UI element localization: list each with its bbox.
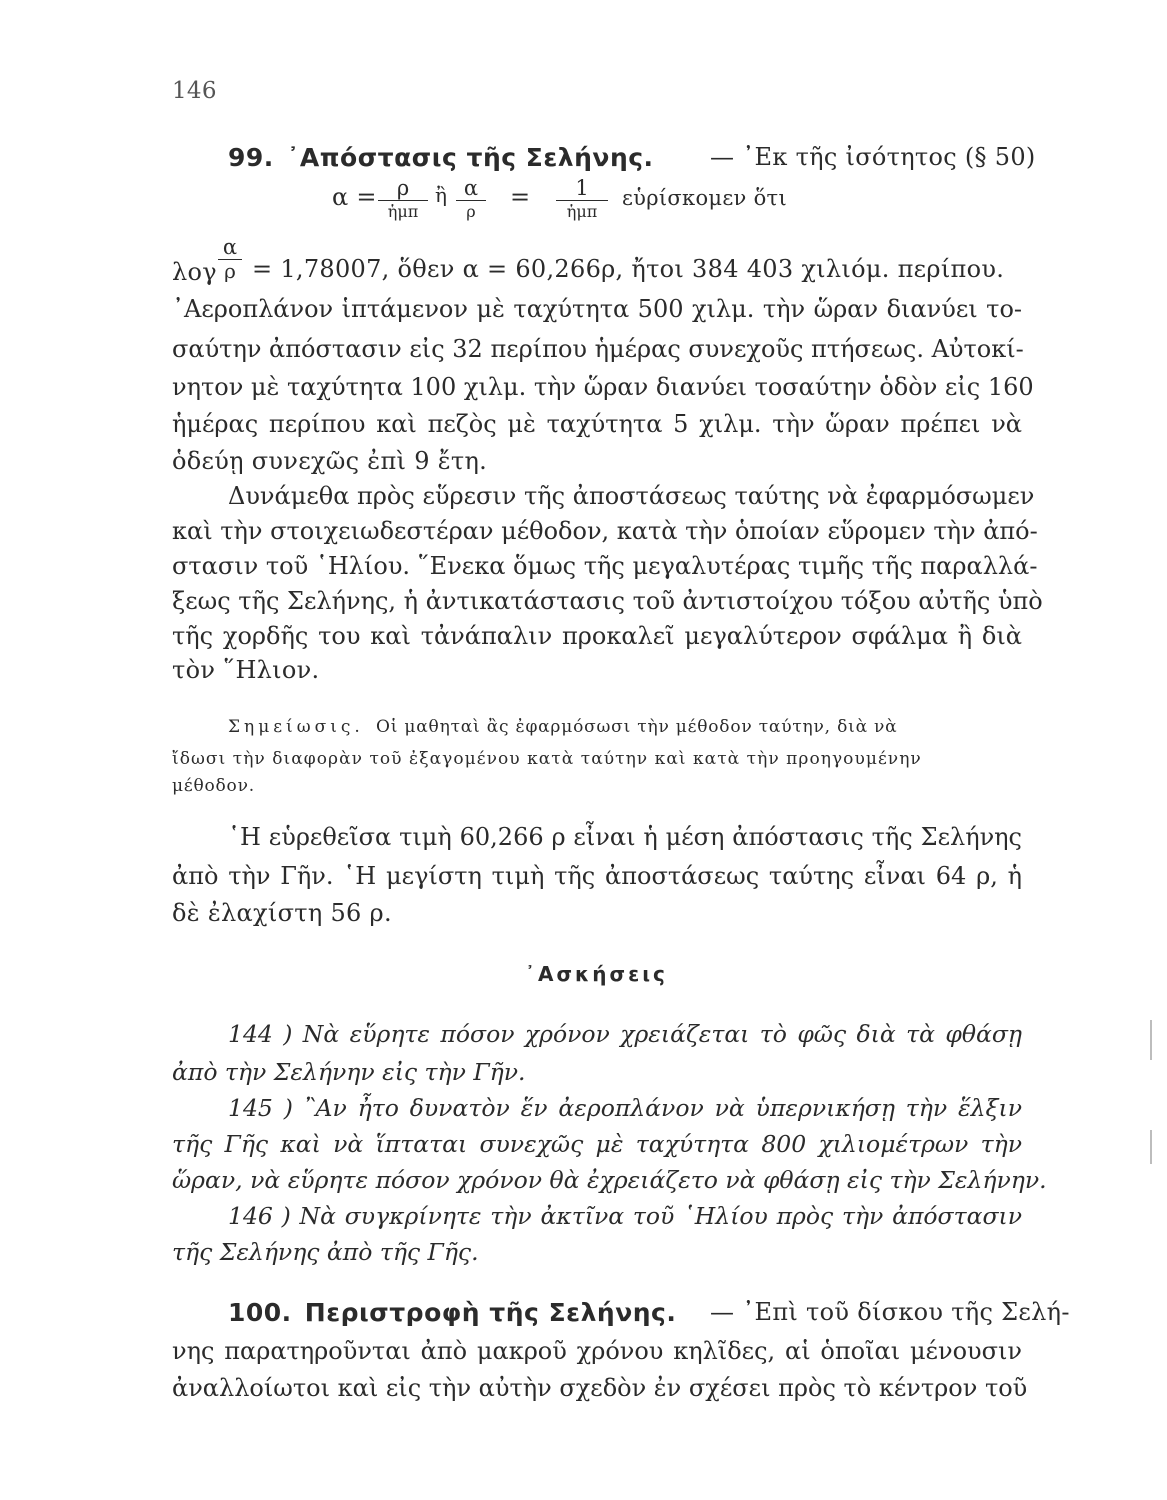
formula-1-eq: =	[510, 183, 531, 211]
page-number: 146	[172, 78, 217, 104]
paragraph-2-last-line: τὸν ῞Ηλιον.	[172, 656, 320, 684]
section-100-heading	[228, 1298, 676, 1327]
formula-1-frac1-num: ρ	[396, 176, 410, 200]
exercise-144-line-1: 144 ) Νὰ εὕρητε πόσον χρόνον χρειάζεται τὸ φῶς διὰ τὰ φθάσῃ	[228, 1020, 1022, 1048]
exercise-144-line-2: ἀπὸ τὴν Σελήνην εἰς τὴν Γῆν.	[172, 1058, 526, 1086]
section-99-title: ᾿Απόστασις τῆς Σελήνης.	[286, 143, 654, 172]
formula-1-lhs: α =	[332, 183, 377, 211]
exercise-145-line-3: ὥραν, νὰ εὕρητε πόσον χρόνον θὰ ἐχρειάζετο νὰ φθάσῃ εἰς τὴν Σελήνην.	[172, 1166, 1047, 1194]
formula-2-log: λογ	[172, 258, 217, 286]
formula-2-fraction	[218, 235, 242, 282]
formula-1-fraction-1	[378, 176, 428, 223]
exercise-146-line-2: τῆς Σελήνης ἀπὸ τῆς Γῆς.	[172, 1238, 479, 1266]
paragraph-2-line: Δυνάμεθα πρὸς εὕρεσιν τῆς ἀποστάσεως ταύτης νὰ ἐφαρμόσωμεν	[228, 482, 1035, 510]
section-100-number: 100.	[228, 1298, 292, 1327]
section-100-intro: — ᾿Επὶ τοῦ δίσκου τῆς Σελή-	[710, 1298, 1070, 1326]
section-100-line: νης παρατηροῦνται ἀπὸ μακροῦ χρόνου κηλῖδες, αἱ ὁποῖαι μένουσιν	[172, 1337, 1022, 1365]
scan-mark	[1150, 1020, 1152, 1060]
formula-1-frac2-den: ρ	[466, 202, 476, 221]
paragraph-2-line: στασιν τοῦ ῾Ηλίου. ῞Ενεκα ὅμως τῆς μεγαλυτέρας τιμῆς τῆς παραλλά-	[172, 552, 1038, 580]
formula-2-frac-num: α	[222, 235, 238, 259]
paragraph-3-line: ῾Η εὑρεθεῖσα τιμὴ 60,266 ρ εἶναι ἡ μέση ἀπόστασις τῆς Σελήνης	[228, 823, 1022, 851]
section-100-title: Περιστροφὴ τῆς Σελήνης.	[304, 1298, 677, 1327]
paragraph-1-line: ᾿Αεροπλάνον ἱπτάμενον μὲ ταχύτητα 500 χιλμ. τὴν ὥραν διανύει το-	[172, 295, 1022, 323]
paragraph-1-line: νητον μὲ ταχύτητα 100 χιλμ. τὴν ὥραν διανύει τοσαύτην ὁδὸν εἰς 160	[172, 373, 1034, 401]
formula-1-fraction-2	[456, 176, 486, 223]
formula-2-frac-den: ρ	[224, 259, 236, 283]
paragraph-1-line: σαύτην ἀπόστασιν εἰς 32 περίπου ἡμέρας συνεχοῦς πτήσεως. Αὐτοκί-	[172, 335, 1024, 363]
note-text-1: Οἱ μαθηταὶ ἂς ἐφαρμόσωσι τὴν μέθοδον ταύτην, διὰ νὰ	[376, 717, 898, 737]
exercises-heading: ᾿Ασκήσεις	[525, 962, 668, 986]
paragraph-2-line: καὶ τὴν στοιχειωδεστέραν μέθοδον, κατὰ τὴν ὁποίαν εὕρομεν τὴν ἀπό-	[172, 517, 1038, 545]
paragraph-3-line: ἀπὸ τὴν Γῆν. ῾Η μεγίστη τιμὴ τῆς ἀποστάσεως ταύτης εἶναι 64 ρ, ἡ	[172, 862, 1022, 890]
note-line-2: ἴδωσι τὴν διαφορὰν τοῦ ἐξαγομένου κατὰ ταύτην καὶ κατὰ τὴν προηγουμένην	[172, 749, 922, 769]
paragraph-1-line: ἡμέρας περίπου καὶ πεζὸς μὲ ταχύτητα 5 χιλμ. τὴν ὥραν πρέπει νὰ	[172, 410, 1022, 438]
section-99-intro: — ᾿Εκ τῆς ἰσότητος (§ 50)	[710, 143, 1036, 171]
paragraph-2-line: ξεως τῆς Σελήνης, ἡ ἀντικατάστασις τοῦ ἀντιστοίχου τόξου αὐτῆς ὑπὸ	[172, 587, 1043, 615]
paragraph-2-line: τῆς χορδῆς του καὶ τἀνάπαλιν προκαλεῖ μεγαλύτερον σφάλμα ἢ διὰ	[172, 622, 1022, 650]
section-99-number: 99.	[228, 143, 274, 172]
note-line-1	[228, 717, 897, 737]
exercise-145-line-1: 145 ) ῍Αν ἦτο δυνατὸν ἕν ἀεροπλάνον νὰ ὑπερνικήσῃ τὴν ἕλξιν	[228, 1094, 1022, 1122]
section-100-line: ἀναλλοίωτοι καὶ εἰς τὴν αὐτὴν σχεδὸν ἐν σχέσει πρὸς τὸ κέντρον τοῦ	[172, 1374, 1028, 1402]
formula-1-frac1-den: ἡμπ	[387, 202, 419, 221]
note-line-3: μέθοδον.	[172, 776, 255, 796]
formula-1-frac3-num: 1	[575, 176, 589, 200]
paragraph-3-last-line: δὲ ἐλαχίστη 56 ρ.	[172, 899, 392, 927]
section-99-heading	[228, 143, 654, 172]
formula-1-frac3-den: ἡμπ	[566, 202, 598, 221]
note-label: Σημείωσις.	[228, 717, 364, 737]
exercise-145-line-2: τῆς Γῆς καὶ νὰ ἵπταται συνεχῶς μὲ ταχύτητα 800 χιλιομέτρων τὴν	[172, 1130, 1022, 1158]
formula-1-or: ἢ	[435, 183, 448, 207]
exercise-146-line-1: 146 ) Νὰ συγκρίνητε τὴν ἀκτῖνα τοῦ ῾Ηλίου πρὸς τὴν ἀπόστασιν	[228, 1202, 1022, 1230]
formula-2-rest: = 1,78007, ὅθεν α = 60,266ρ, ἤτοι 384 403 χιλιόμ. περίπου.	[252, 255, 1005, 283]
formula-1-fraction-3	[556, 176, 608, 223]
formula-1-frac2-num: α	[463, 176, 479, 200]
scan-mark	[1150, 1130, 1152, 1164]
paragraph-1-last-line: ὁδεύῃ συνεχῶς ἐπὶ 9 ἔτη.	[172, 447, 488, 475]
formula-1-tail: εὑρίσκομεν ὅτι	[622, 186, 787, 210]
